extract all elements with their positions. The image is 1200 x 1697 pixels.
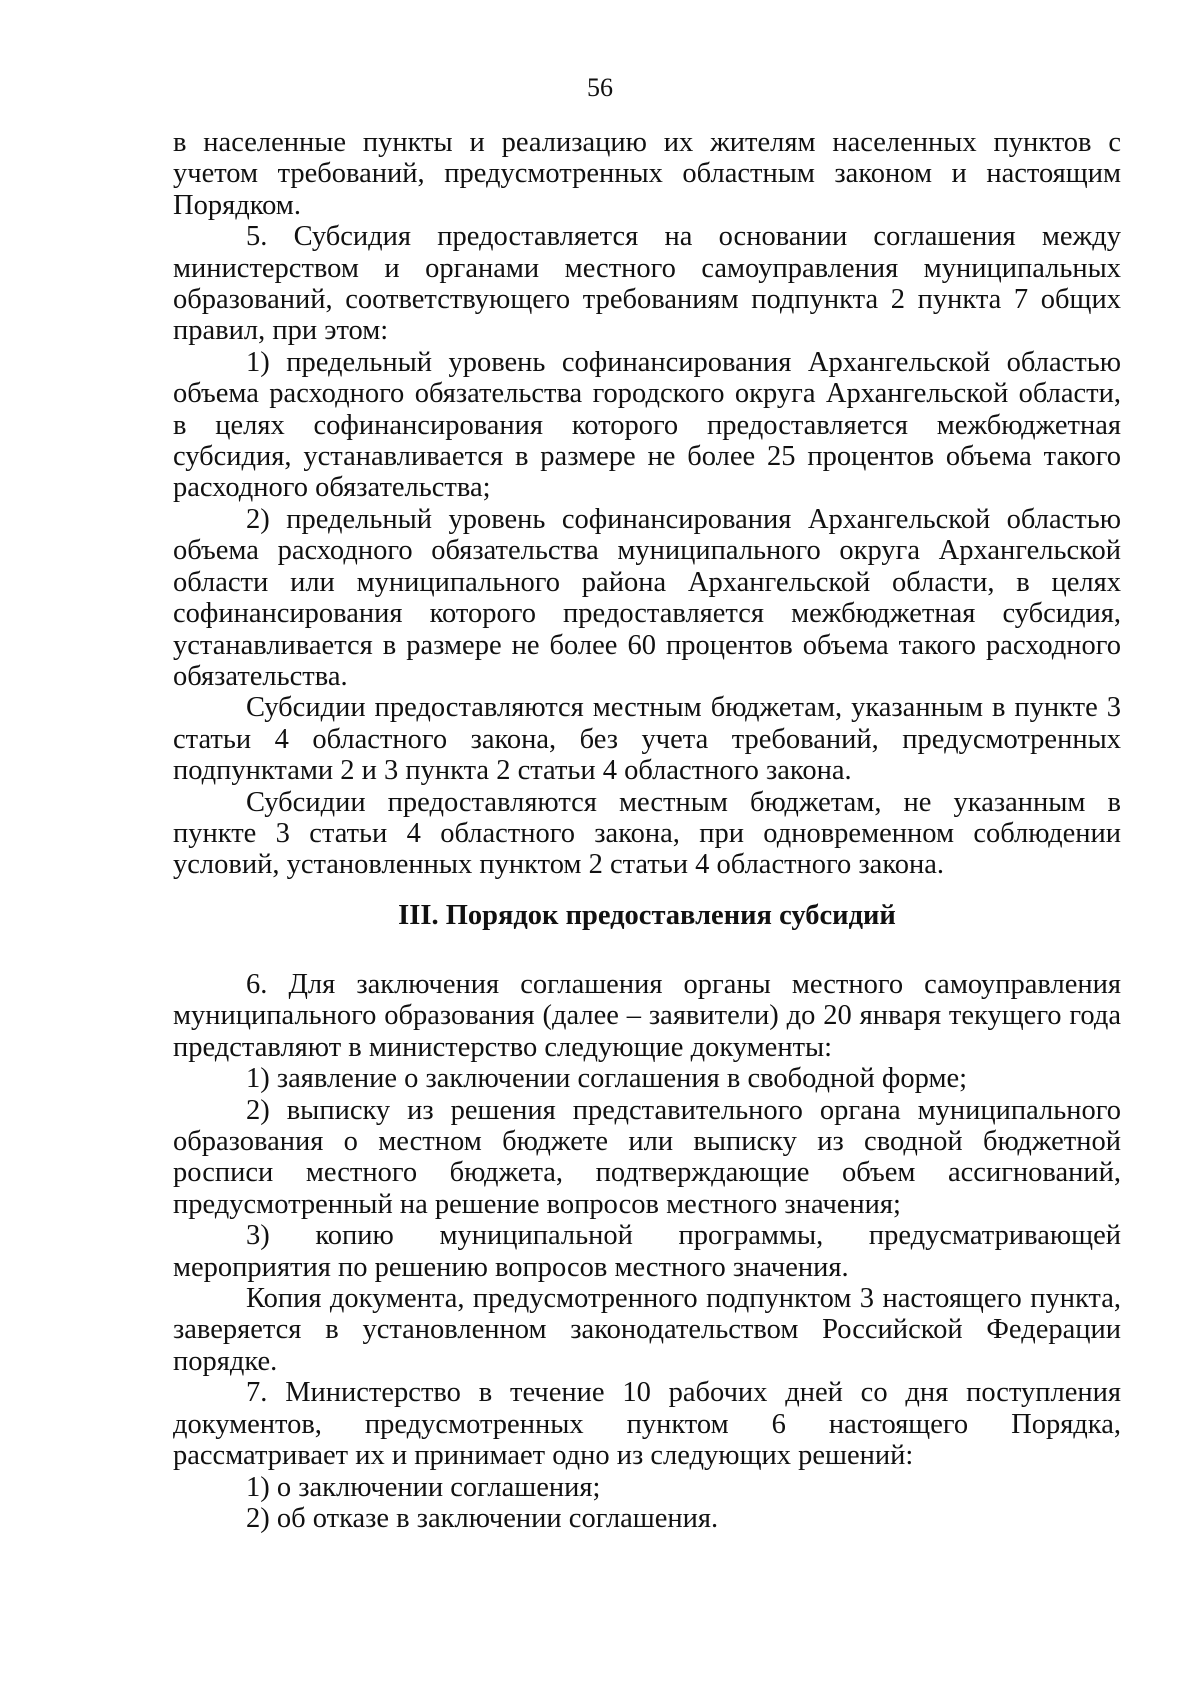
paragraph-clause-5: 5. Субсидия предоставляется на основании соглашения между министерством и органами местного самоуправления муниципальных образований, соответствующего требованиям подпункта 2 пункта 7 общих правил, при этом:: [173, 221, 1121, 347]
paragraph-copy-certification: Копия документа, предусмотренного подпунктом 3 настоящего пункта, заверяется в установленном законодательством Российской Федерации порядке.: [173, 1283, 1121, 1377]
paragraph-item-1: 1) заявление о заключении соглашения в свободной форме;: [246, 1063, 968, 1095]
paragraph-subclause-2: 2) предельный уровень софинансирования Архангельской областью объема расходного обязательства муниципального округа Архангельской области или муниципального района Архангельской области, в целях софинансирования которого предоставляется межбюджетная субсидия, устанавливается в размере не более 60 процентов объема такого расходного обязательства.: [173, 503, 1121, 692]
paragraph-subclause-1: 1) предельный уровень софинансирования Архангельской областью объема расходного обязательства городского округа Архангельской области, в целях софинансирования которого предоставляется межбюджетная субсидия, устанавливается в размере не более 25 процентов объема такого расходного обязательства;: [173, 346, 1121, 504]
paragraph-decision-2: 2) об отказе в заключении соглашения.: [246, 1502, 719, 1534]
text-block-after-heading: [173, 969, 1121, 1534]
section-heading: III. Порядок предоставления субсидий: [398, 900, 896, 931]
paragraph-continuation: в населенные пункты и реализацию их жителям населенных пунктов с учетом требований, предусмотренных областным законом и настоящим Порядком.: [173, 127, 1121, 221]
paragraph-item-3: 3) копию муниципальной программы, предусматривающей мероприятия по решению вопросов местного значения.: [173, 1220, 1121, 1283]
page-number: 56: [587, 73, 613, 102]
paragraph-clause-7: 7. Министерство в течение 10 рабочих дней со дня поступления документов, предусмотренных пунктом 6 настоящего Порядка, рассматривает их и принимает одно из следующих решений:: [173, 1377, 1121, 1472]
paragraph-item-2: 2) выписку из решения представительного органа муниципального образования о местном бюджете или выписку из сводной бюджетной росписи местного бюджета, подтверждающие объем ассигнований, предусмотренный на решение вопросов местного значения;: [173, 1094, 1121, 1220]
paragraph-subsidies-not-listed: Субсидии предоставляются местным бюджетам, не указанным в пункте 3 статьи 4 областного закона, при одновременном соблюдении условий, установленных пунктом 2 статьи 4 областного закона.: [173, 786, 1121, 881]
paragraph-decision-1: 1) о заключении соглашения;: [246, 1471, 601, 1503]
paragraph-subsidies-listed: Субсидии предоставляются местным бюджетам, указанным в пункте 3 статьи 4 областного закона, без учета требований, предусмотренных подпунктами 2 и 3 пункта 2 статьи 4 областного закона.: [173, 692, 1121, 787]
paragraph-clause-6: 6. Для заключения соглашения органы местного самоуправления муниципального образования (далее – заявители) до 20 января текущего года представляют в министерство следующие документы:: [173, 969, 1121, 1063]
text-block-before-heading: [173, 127, 1121, 881]
